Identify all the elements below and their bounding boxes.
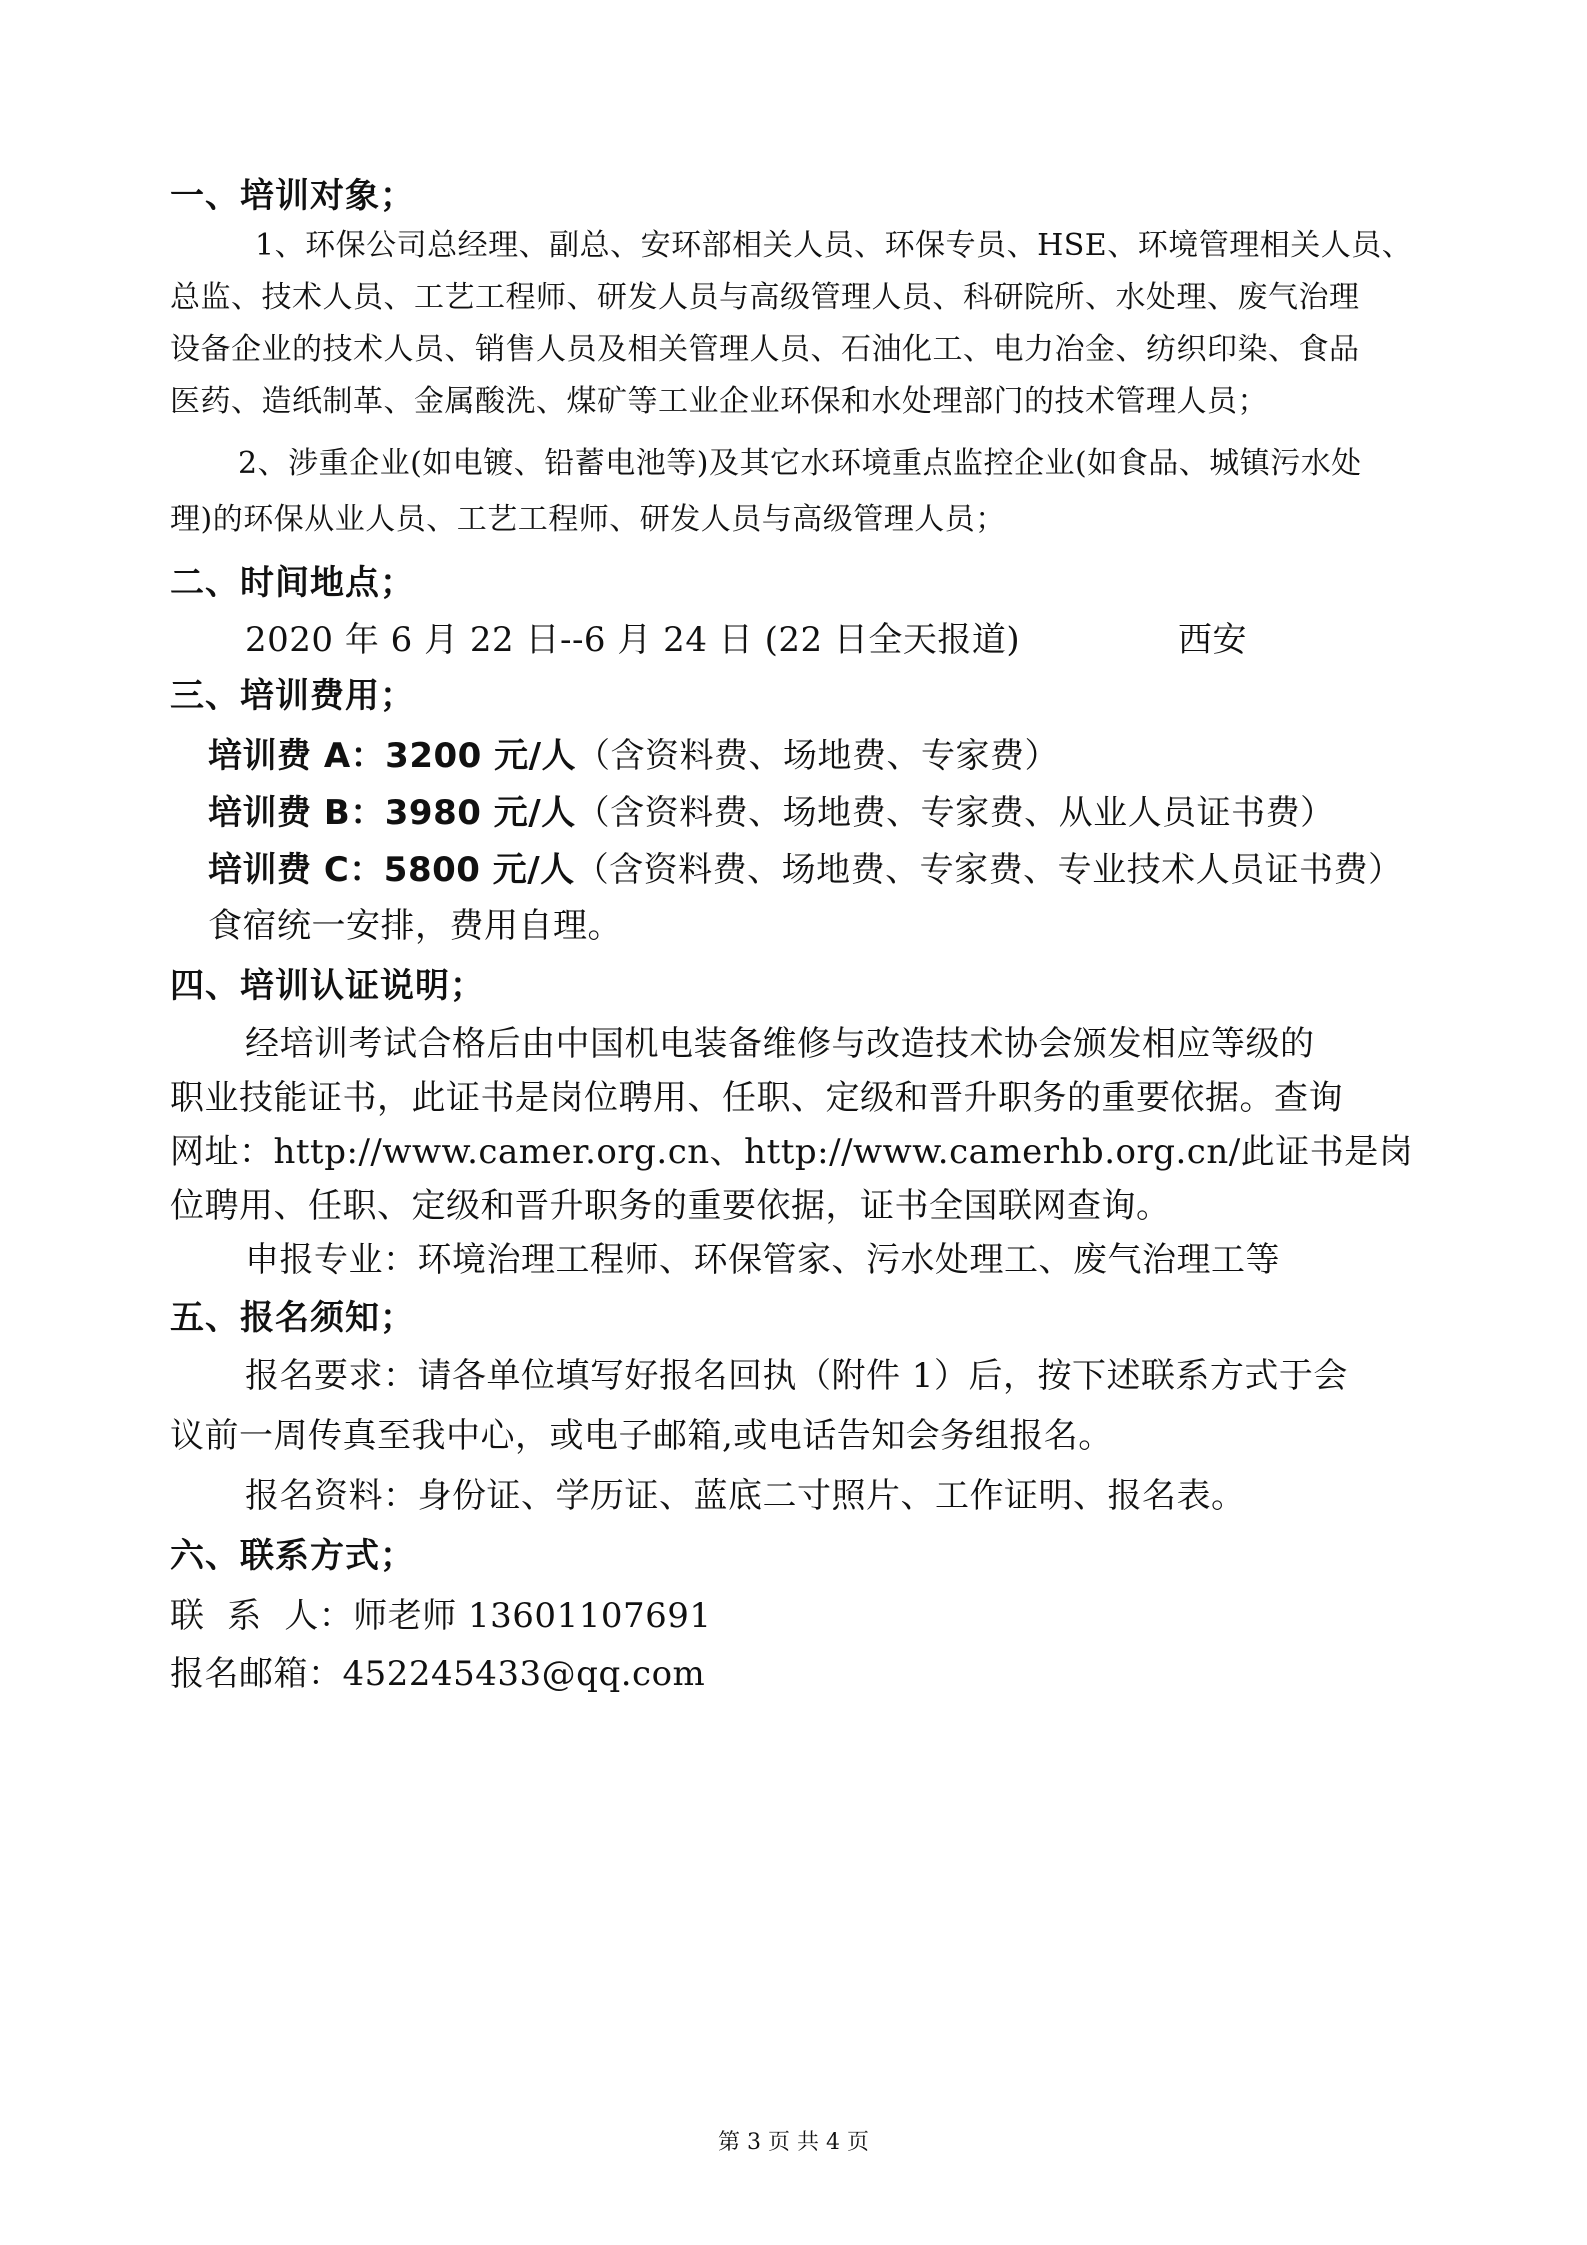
paragraph-line: 设备企业的技术人员、销售人员及相关管理人员、石油化工、电力冶金、纺织印染、食品 [170,332,1360,367]
event-place: 西安 [1178,620,1247,660]
fee-amount: 5800 元/人 [383,850,575,890]
paragraph-line-specialties: 申报专业：环境治理工程师、环保管家、污水处理工、废气治理工等 [245,1240,1280,1280]
fee-amount: 3980 元/人 [384,793,576,833]
paragraph-line: 医药、造纸制革、金属酸洗、煤矿等工业企业环保和水处理部门的技术管理人员； [170,384,1268,419]
paragraph-line: 议前一周传真至我中心，或电子邮箱,或电话告知会务组报名。 [170,1416,1113,1456]
fee-note-accommodation: 食宿统一安排，费用自理。 [208,906,622,946]
fee-label: 培训费 A： [208,736,386,776]
paragraph-line: 2、涉重企业(如电镀、铅蓄电池等)及其它水环境重点监控企业(如食品、城镇污水处 [238,446,1362,481]
fee-label: 培训费 B： [208,793,385,833]
paragraph-line: 总监、技术人员、工艺工程师、研发人员与高级管理人员、科研院所、水处理、废气治理 [170,280,1360,315]
contact-email: 报名邮箱：452245433@qq.com [170,1654,706,1694]
fee-line-a [208,728,1059,777]
fee-note: （含资料费、场地费、专家费、专业技术人员证书费） [574,850,1403,890]
paragraph-line: 理)的环保从业人员、工艺工程师、研发人员与高级管理人员； [170,502,1006,537]
fee-note: （含资料费、场地费、专家费） [576,736,1060,776]
contact-person: 联 系 人：师老师 13601107691 [170,1596,712,1636]
paragraph-line-urls: 网址：http://www.camer.org.cn、http://www.camerhb.org.cn/此证书是岗 [170,1132,1414,1172]
paragraph-line: 经培训考试合格后由中国机电装备维修与改造技术协会颁发相应等级的 [245,1024,1315,1064]
section-heading-contact: 六、联系方式； [170,1536,415,1576]
section-heading-fees: 三、培训费用； [170,676,415,716]
page-number: 第 3 页 共 4 页 [718,2130,869,2155]
paragraph-line: 职业技能证书，此证书是岗位聘用、任职、定级和晋升职务的重要依据。查询 [170,1078,1343,1118]
fee-label: 培训费 C： [208,850,384,890]
section-heading-training-targets: 一、培训对象； [170,176,415,216]
paragraph-line: 1、环保公司总经理、副总、安环部相关人员、环保专员、HSE、环境管理相关人员、 [255,228,1413,263]
fee-line-b [208,785,1335,834]
paragraph-line: 报名资料：身份证、学历证、蓝底二寸照片、工作证明、报名表。 [245,1476,1246,1516]
fee-amount: 3200 元/人 [385,736,577,776]
section-heading-time-place: 二、时间地点； [170,563,415,603]
section-heading-certification: 四、培训认证说明； [170,966,485,1006]
fee-note: （含资料费、场地费、专家费、从业人员证书费） [575,793,1335,833]
fee-line-c [208,842,1403,891]
section-heading-registration: 五、报名须知； [170,1298,415,1338]
event-date: 2020 年 6 月 22 日--6 月 24 日 (22 日全天报道) [245,620,1021,660]
paragraph-line: 报名要求：请各单位填写好报名回执（附件 1）后，按下述联系方式于会 [245,1356,1348,1396]
paragraph-line: 位聘用、任职、定级和晋升职务的重要依据，证书全国联网查询。 [170,1186,1171,1226]
